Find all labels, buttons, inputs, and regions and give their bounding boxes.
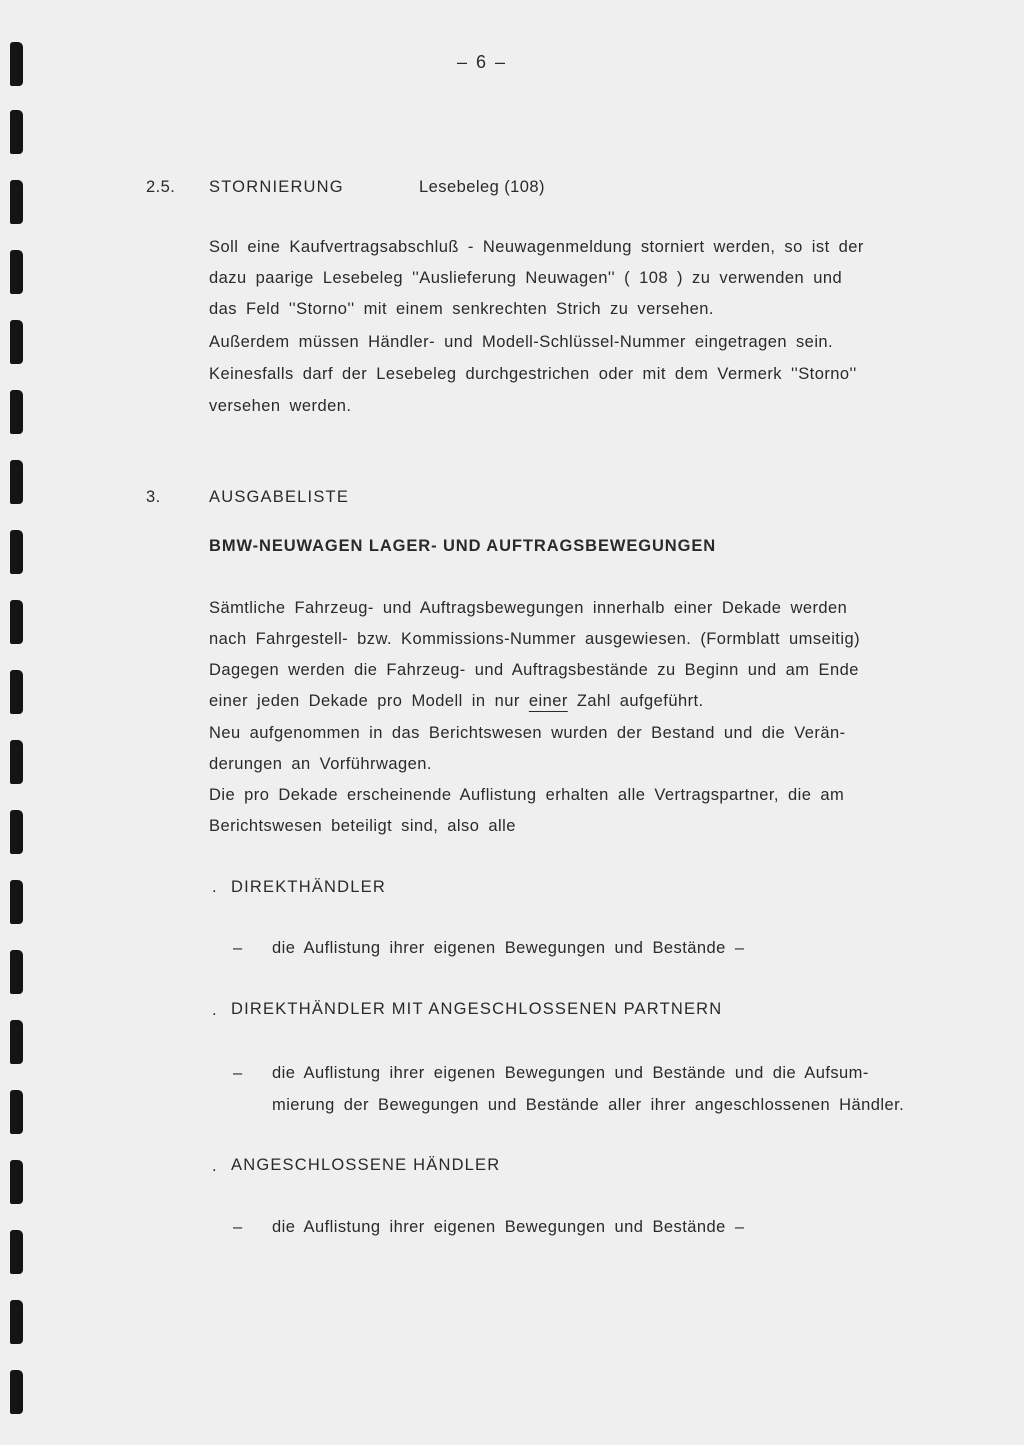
- section-subtitle: BMW-NEUWAGEN LAGER- UND AUFTRAGSBEWEGUNGEN: [209, 537, 717, 555]
- paragraph-line: dazu paarige Lesebeleg ''Auslieferung Neuwagen'' ( 108 ) zu verwenden und: [209, 269, 843, 287]
- paragraph-line: Neu aufgenommen in das Berichtswesen wurden der Bestand und die Verän-: [209, 724, 846, 742]
- paragraph-line: Berichtswesen beteiligt sind, also alle: [209, 817, 516, 835]
- section-number: 3.: [146, 488, 161, 506]
- section-title: AUSGABELISTE: [209, 488, 350, 506]
- binding-hole: [10, 1370, 23, 1414]
- paragraph-line: Außerdem müssen Händler- und Modell-Schlüssel-Nummer eingetragen sein.: [209, 333, 834, 351]
- list-dash: –: [233, 1218, 243, 1236]
- list-item-text: mierung der Bewegungen und Bestände aller ihrer angeschlossenen Händler.: [272, 1096, 905, 1114]
- binding-hole: [10, 250, 23, 294]
- list-bullet: .: [212, 878, 218, 896]
- paragraph-line: Keinesfalls darf der Lesebeleg durchgestrichen oder mit dem Vermerk ''Storno'': [209, 365, 857, 383]
- list-item-text: die Auflistung ihrer eigenen Bewegungen und Bestände –: [272, 1218, 745, 1236]
- binding-hole: [10, 670, 23, 714]
- binding-hole: [10, 530, 23, 574]
- list-item-title: DIREKTHÄNDLER MIT ANGESCHLOSSENEN PARTNERN: [231, 1000, 723, 1018]
- text-segment: einer jeden Dekade pro Modell in nur: [209, 692, 529, 710]
- text-segment: Zahl aufgeführt.: [567, 692, 704, 710]
- list-bullet: .: [212, 1001, 218, 1019]
- section-number: 2.5.: [146, 178, 176, 196]
- list-item-title: ANGESCHLOSSENE HÄNDLER: [231, 1156, 501, 1174]
- spiral-binding-holes: [10, 0, 32, 1445]
- binding-hole: [10, 42, 23, 86]
- binding-hole: [10, 390, 23, 434]
- binding-hole: [10, 1090, 23, 1134]
- list-dash: –: [233, 1064, 243, 1082]
- paragraph-line: versehen werden.: [209, 397, 352, 415]
- paragraph-line: [209, 691, 704, 711]
- binding-hole: [10, 880, 23, 924]
- binding-hole: [10, 320, 23, 364]
- paragraph-line: das Feld ''Storno'' mit einem senkrechten Strich zu versehen.: [209, 300, 714, 318]
- binding-hole: [10, 180, 23, 224]
- binding-hole: [10, 1020, 23, 1064]
- binding-hole: [10, 810, 23, 854]
- binding-hole: [10, 1160, 23, 1204]
- binding-hole: [10, 950, 23, 994]
- binding-hole: [10, 1300, 23, 1344]
- binding-hole: [10, 110, 23, 154]
- binding-hole: [10, 600, 23, 644]
- paragraph-line: Sämtliche Fahrzeug- und Auftragsbewegungen innerhalb einer Dekade werden: [209, 599, 848, 617]
- paragraph-line: Die pro Dekade erscheinende Auflistung erhalten alle Vertragspartner, die am: [209, 786, 845, 804]
- section-reference: Lesebeleg (108): [419, 178, 546, 196]
- paragraph-line: Soll eine Kaufvertragsabschluß - Neuwagenmeldung storniert werden, so ist der: [209, 238, 864, 256]
- list-dash: –: [233, 939, 243, 957]
- list-item-text: die Auflistung ihrer eigenen Bewegungen und Bestände und die Aufsum-: [272, 1064, 869, 1082]
- list-item-text: die Auflistung ihrer eigenen Bewegungen und Bestände –: [272, 939, 745, 957]
- paragraph-line: nach Fahrgestell- bzw. Kommissions-Nummer ausgewiesen. (Formblatt umseitig): [209, 630, 861, 648]
- list-item-title: DIREKTHÄNDLER: [231, 878, 386, 896]
- binding-hole: [10, 1230, 23, 1274]
- underlined-word: einer: [528, 692, 568, 710]
- binding-hole: [10, 460, 23, 504]
- paragraph-line: Dagegen werden die Fahrzeug- und Auftragsbestände zu Beginn und am Ende: [209, 661, 859, 679]
- section-title: STORNIERUNG: [209, 178, 344, 196]
- page-number: – 6 –: [457, 52, 508, 72]
- binding-hole: [10, 740, 23, 784]
- paragraph-line: derungen an Vorführwagen.: [209, 755, 432, 773]
- list-bullet: .: [212, 1157, 218, 1175]
